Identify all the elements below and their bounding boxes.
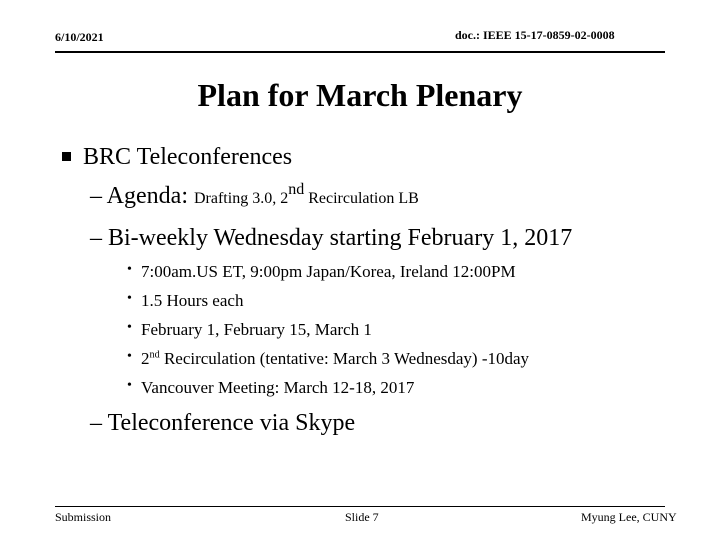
- sub-item-5: Vancouver Meeting: March 12-18, 2017: [141, 378, 415, 397]
- agenda-detail-a: Drafting 3.0, 2: [193, 190, 289, 207]
- footer-slide-number: Slide 7: [345, 510, 379, 524]
- level1-item: BRC Teleconferences: [83, 144, 293, 170]
- bullet-dot-icon: •: [127, 320, 132, 335]
- header-rule: [55, 51, 665, 53]
- page-title: Plan for March Plenary: [197, 77, 523, 113]
- agenda-detail-sup: nd: [288, 181, 305, 198]
- sub-item-4-prefix: 2: [141, 349, 150, 368]
- agenda-line: [90, 183, 419, 210]
- agenda-detail-b: Recirculation LB: [304, 190, 419, 207]
- sub-item-4-sup: nd: [149, 349, 160, 361]
- header-doc-id: doc.: IEEE 15-17-0859-02-0008: [455, 28, 615, 42]
- footer-submission: Submission: [55, 510, 112, 524]
- bullet-dot-icon: •: [127, 291, 132, 306]
- sub-item-1: 7:00am.US ET, 9:00pm Japan/Korea, Ireland 12:00PM: [141, 262, 516, 281]
- biweekly-line: – Bi-weekly Wednesday starting February 1, 2017: [90, 225, 573, 251]
- square-bullet-icon: [62, 152, 71, 161]
- footer-rule: [55, 506, 665, 507]
- bullet-dot-icon: •: [127, 378, 132, 393]
- sub-item-3: February 1, February 15, March 1: [141, 320, 372, 339]
- bullet-dot-icon: •: [127, 349, 132, 364]
- sub-item-2: 1.5 Hours each: [141, 291, 244, 310]
- skype-line: – Teleconference via Skype: [90, 410, 356, 436]
- header-date: 6/10/2021: [55, 30, 104, 44]
- footer-author: Myung Lee, CUNY: [581, 510, 677, 524]
- agenda-label: – Agenda:: [90, 183, 194, 209]
- bullet-dot-icon: •: [127, 262, 132, 277]
- sub-item-4-text: Recirculation (tentative: March 3 Wednesday) -10day: [163, 349, 530, 368]
- sub-item-4: [141, 349, 529, 369]
